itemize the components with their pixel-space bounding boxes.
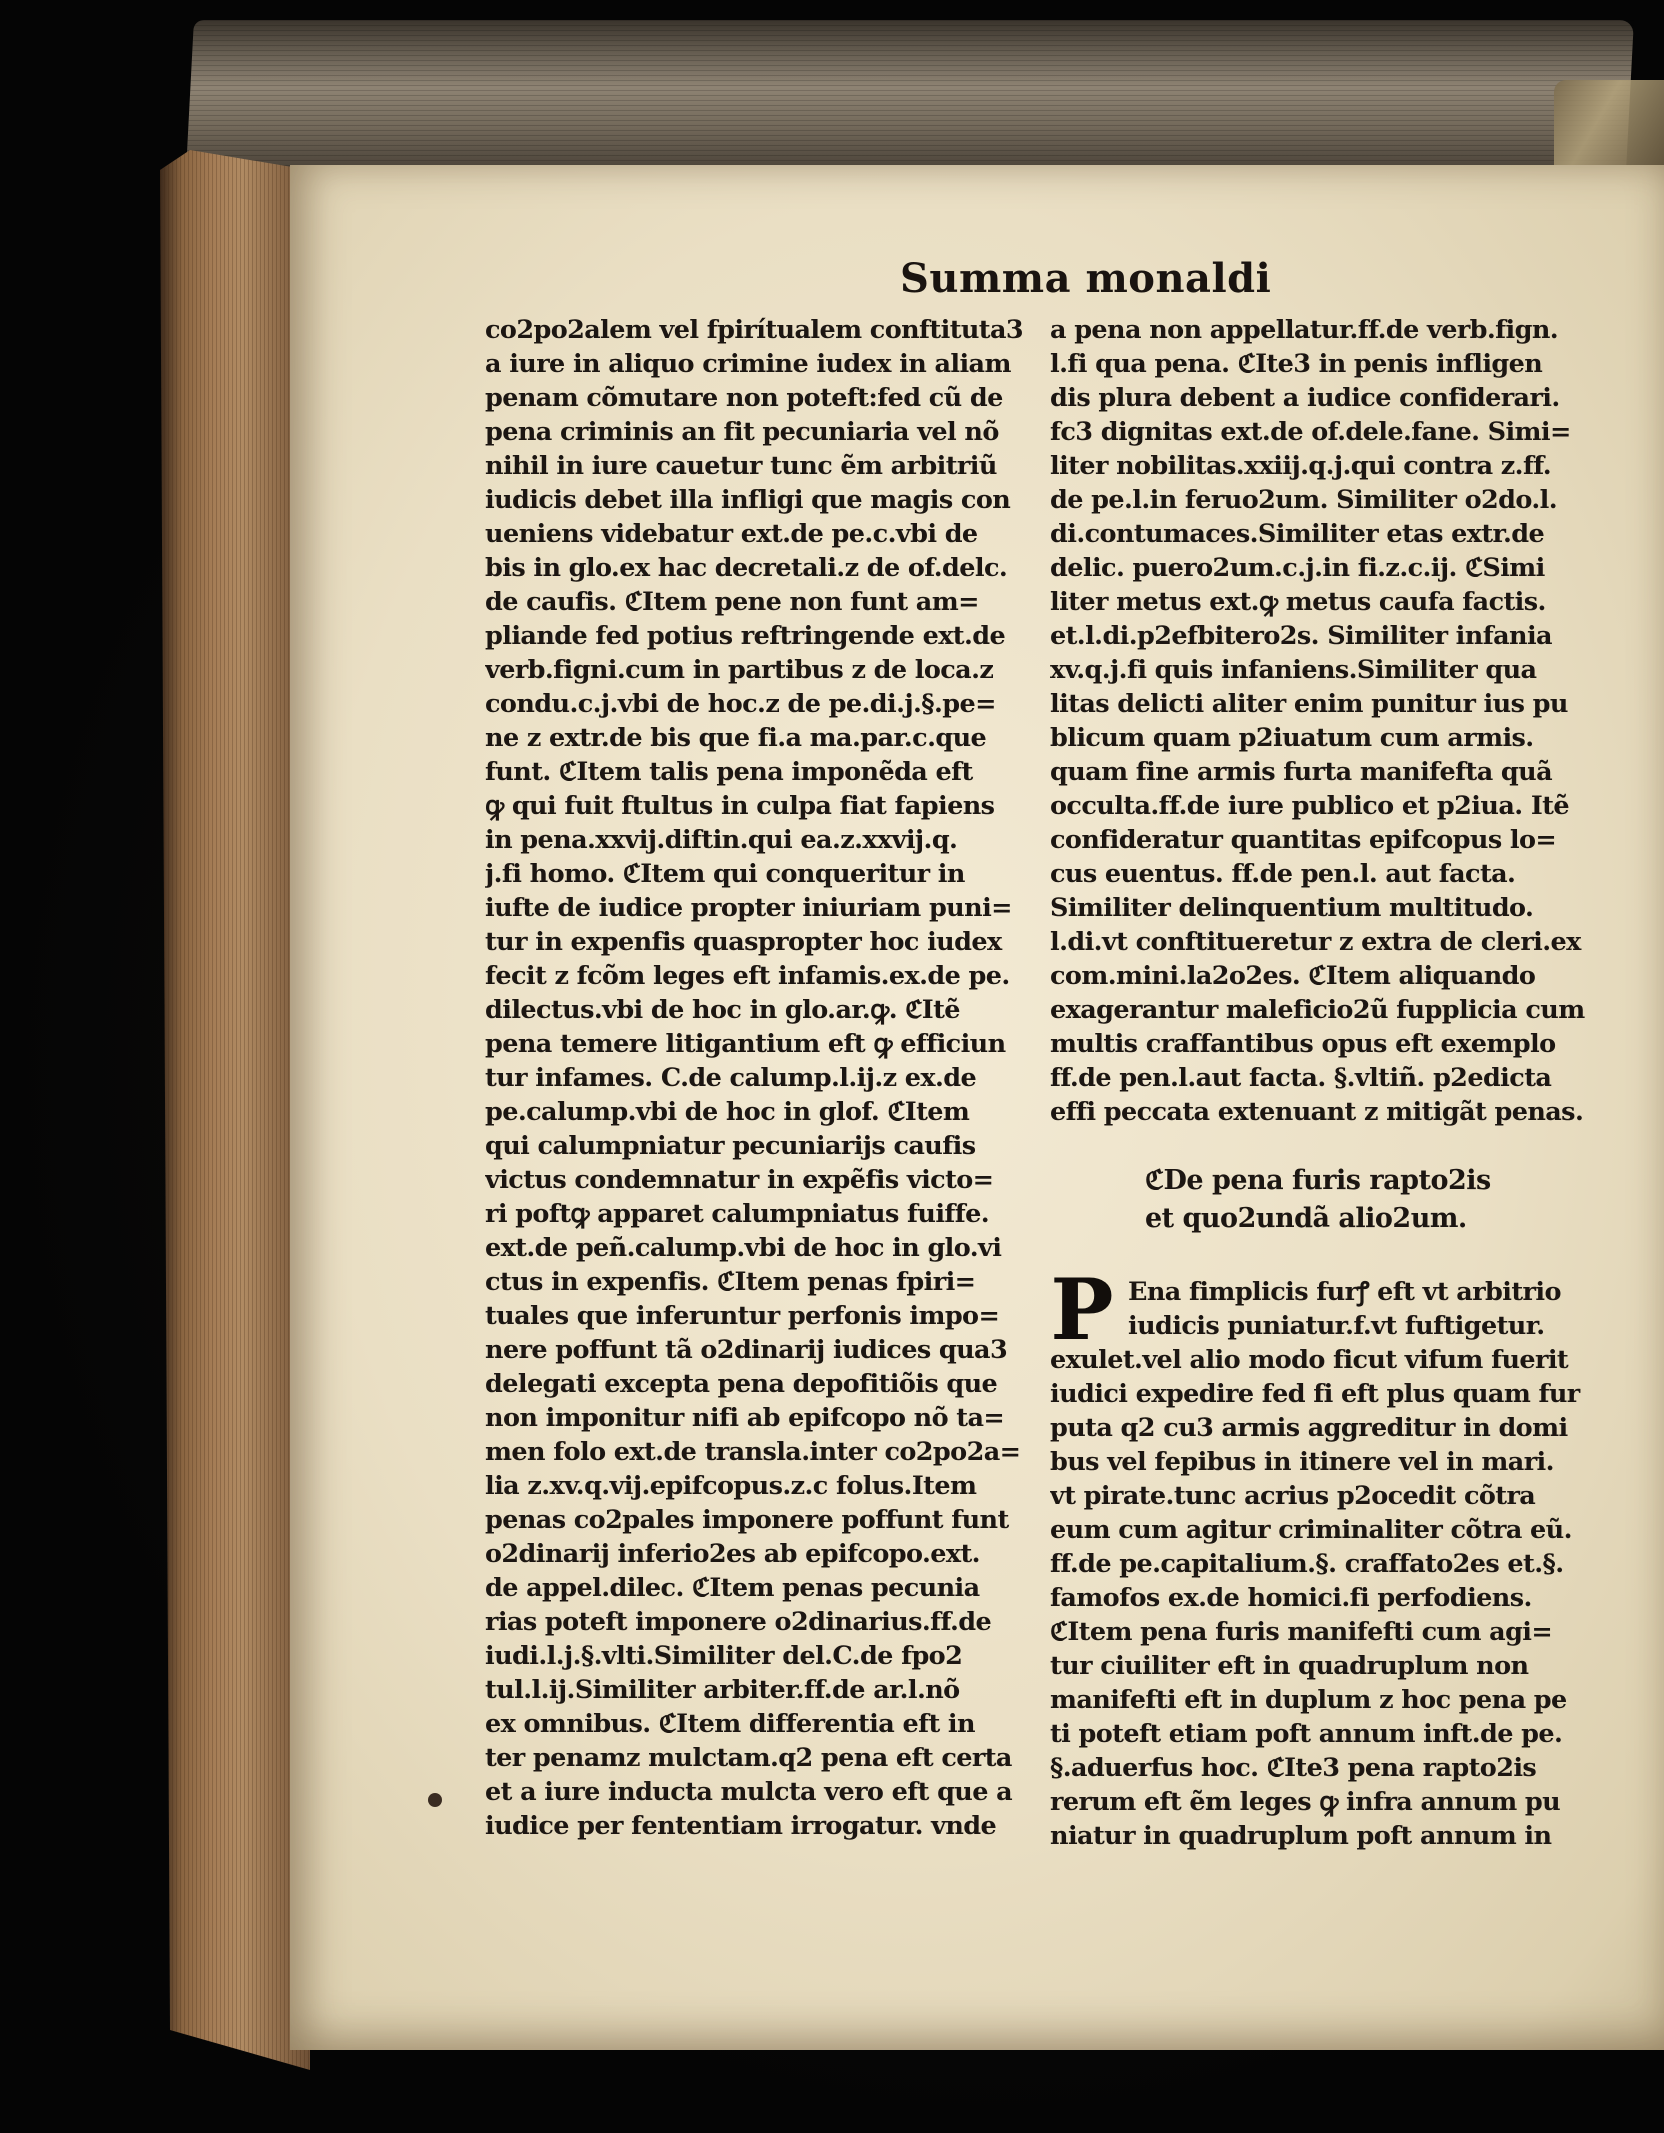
text-line: exagerantur maleficio2ũ fupplicia cum: [1050, 995, 1585, 1025]
right-column-bottom: [1050, 1275, 1610, 1853]
text-line: men folo ext.de transla.inter co2po2a=: [485, 1437, 1021, 1467]
text-line: niatur in quadruplum poft annum in: [1050, 1821, 1552, 1851]
text-line: dis plura debent a iudice confiderari.: [1050, 383, 1560, 413]
text-line: Ena fimplicis furꝭ eft vt arbitrio: [1128, 1277, 1561, 1307]
text-line: liter metus ext.ꝙ metus caufa factis.: [1050, 587, 1546, 617]
text-line: com.mini.la2o2es. ℭItem aliquando: [1050, 961, 1536, 991]
text-line: ter penamz mulctam.q2 pena eft certa: [485, 1743, 1012, 1773]
text-line: tur infames. C.de calump.l.ij.z ex.de: [485, 1063, 977, 1093]
text-line: §.aduerfus hoc. ℭIte3 pena rapto2is: [1050, 1753, 1537, 1783]
text-line: fecit z fcõm leges eft infamis.ex.de pe.: [485, 961, 1010, 991]
left-column: [485, 313, 1025, 1843]
section-rubric: [1145, 1165, 1491, 1241]
text-line: verb.figni.cum in partibus z de loca.z: [485, 655, 994, 685]
text-line: vt pirate.tunc acrius p2ocedit cõtra: [1050, 1481, 1536, 1511]
text-line: lia z.xv.q.vij.epifcopus.z.c folus.Item: [485, 1471, 977, 1501]
book-top-edge: [186, 20, 1634, 170]
text-line: manifefti eft in duplum z hoc pena pe: [1050, 1685, 1567, 1715]
text-line: iudi.l.j.§.vlti.Similiter del.C.de fpo2: [485, 1641, 963, 1671]
text-line: non imponitur nifi ab epifcopo nõ ta=: [485, 1403, 1005, 1433]
text-line: ex omnibus. ℭItem differentia eft in: [485, 1709, 975, 1739]
text-line: tur ciuiliter eft in quadruplum non: [1050, 1651, 1529, 1681]
text-line: et quo2undã alio2um.: [1145, 1203, 1467, 1234]
text-line: ff.de pe.capitalium.§. craffato2es et.§.: [1050, 1549, 1564, 1579]
book-page: [290, 165, 1664, 2050]
text-line: tuales que inferuntur perfonis impo=: [485, 1301, 1000, 1331]
text-line: qui calumpniatur pecuniarijs caufis: [485, 1131, 976, 1161]
text-line: iudici expedire fed fi eft plus quam fur: [1050, 1379, 1580, 1409]
text-line: a pena non appellatur.ff.de verb.fign.: [1050, 315, 1559, 345]
text-line: pliande fed potius reftringende ext.de: [485, 621, 1006, 651]
text-line: ꝙ qui fuit ftultus in culpa fiat fapiens: [485, 791, 995, 821]
text-line: de appel.dilec. ℭItem penas pecunia: [485, 1573, 980, 1603]
text-line: di.contumaces.Similiter etas extr.de: [1050, 519, 1545, 549]
text-line: pena criminis an fit pecuniaria vel nõ: [485, 417, 999, 447]
text-line: de caufis. ℭItem pene non funt am=: [485, 587, 979, 617]
text-line: et a iure inducta mulcta vero eft que a: [485, 1777, 1013, 1807]
text-line: blicum quam p2iuatum cum armis.: [1050, 723, 1534, 753]
text-line: ne z extr.de bis que fi.a ma.par.c.que: [485, 723, 987, 753]
text-line: multis craffantibus opus eft exemplo: [1050, 1029, 1556, 1059]
running-head: Summa monaldi: [900, 255, 1272, 302]
text-line: pe.calump.vbi de hoc in glof. ℭItem: [485, 1097, 970, 1127]
text-line: tul.l.ij.Similiter arbiter.ff.de ar.l.nõ: [485, 1675, 960, 1705]
text-line: pena temere litigantium eft ꝙ efficiun: [485, 1029, 1006, 1059]
text-line: ctus in expenfis. ℭItem penas fpiri=: [485, 1267, 976, 1297]
text-line: co2po2alem vel fpirítualem conftituta3: [485, 315, 1024, 345]
text-line: famofos ex.de homici.fi perfodiens.: [1050, 1583, 1532, 1613]
text-line: fc3 dignitas ext.de of.dele.fane. Simi=: [1050, 417, 1571, 447]
text-line: o2dinarij inferio2es ab epifcopo.ext.: [485, 1539, 980, 1569]
text-line: Similiter delinquentium multitudo.: [1050, 893, 1534, 923]
text-line: liter nobilitas.xxiij.q.j.qui contra z.ff.: [1050, 451, 1552, 481]
text-line: funt. ℭItem talis pena imponẽda eft: [485, 757, 973, 787]
text-line: in pena.xxvij.diftin.qui ea.z.xxvij.q.: [485, 825, 958, 855]
text-line: effi peccata extenuant z mitigãt penas.: [1050, 1097, 1584, 1127]
text-line: confideratur quantitas epifcopus lo=: [1050, 825, 1557, 855]
text-line: eum cum agitur criminaliter cõtra eũ.: [1050, 1515, 1572, 1545]
text-line: penam cõmutare non poteft:fed cũ de: [485, 383, 1003, 413]
text-line: exulet.vel alio modo ficut vifum fuerit: [1050, 1345, 1569, 1375]
text-line: nihil in iure cauetur tunc ẽm arbitriũ: [485, 451, 997, 481]
text-line: quam fine armis furta manifefta quã: [1050, 757, 1552, 787]
text-line: et.l.di.p2efbitero2s. Similiter infania: [1050, 621, 1552, 651]
text-line: ℭDe pena furis rapto2is: [1145, 1165, 1491, 1196]
text-line: delic. puero2um.c.j.in fi.z.c.ij. ℭSimi: [1050, 553, 1545, 583]
text-line: bis in glo.ex hac decretali.z de of.delc.: [485, 553, 1008, 583]
text-line: occulta.ff.de iure publico et p2iua. Itẽ: [1050, 791, 1569, 821]
text-line: l.di.vt conftitueretur z extra de cleri.ex: [1050, 927, 1581, 957]
text-line: ℭItem pena furis manifefti cum agi=: [1050, 1617, 1553, 1647]
text-line: iudice per fententiam irrogatur. vnde: [485, 1811, 997, 1841]
text-line: nere poffunt tã o2dinarij iudices qua3: [485, 1335, 1008, 1365]
text-line: j.fi homo. ℭItem qui conqueritur in: [485, 859, 965, 889]
text-line: ext.de peñ.calump.vbi de hoc in glo.vi: [485, 1233, 1002, 1263]
text-line: ff.de pen.l.aut facta. §.vltiñ. p2edicta: [1050, 1063, 1552, 1093]
text-line: iudicis debet illa infligi que magis con: [485, 485, 1011, 515]
text-line: tur in expenfis quaspropter hoc iudex: [485, 927, 1002, 957]
text-line: de pe.l.in feruo2um. Similiter o2do.l.: [1050, 485, 1557, 515]
text-line: a iure in aliquo crimine iudex in aliam: [485, 349, 1011, 379]
initial-letter: P: [1050, 1260, 1114, 1359]
book-fore-edge: [160, 150, 310, 2070]
text-line: rias poteft imponere o2dinarius.ff.de: [485, 1607, 992, 1637]
text-line: litas delicti aliter enim punitur ius pu: [1050, 689, 1568, 719]
text-line: dilectus.vbi de hoc in glo.ar.ꝙ. ℭItẽ: [485, 995, 960, 1025]
text-line: iudicis puniatur.f.vt fuftigetur.: [1128, 1311, 1545, 1341]
text-line: bus vel fepibus in itinere vel in mari.: [1050, 1447, 1554, 1477]
text-line: penas co2pales imponere poffunt funt: [485, 1505, 1009, 1535]
text-line: delegati excepta pena depofitiõis que: [485, 1369, 998, 1399]
text-line: ri poftꝙ apparet calumpniatus fuiffe.: [485, 1199, 990, 1229]
text-line: condu.c.j.vbi de hoc.z de pe.di.j.§.pe=: [485, 689, 996, 719]
text-line: l.fi qua pena. ℭIte3 in penis infligen: [1050, 349, 1543, 379]
text-line: rerum eft ẽm leges ꝙ infra annum pu: [1050, 1787, 1561, 1817]
text-line: iufte de iudice propter iniuriam puni=: [485, 893, 1012, 923]
text-line: victus condemnatur in expẽfis victo=: [485, 1165, 994, 1195]
right-column-top: [1050, 313, 1610, 1129]
text-line: xv.q.j.fi quis infaniens.Similiter qua: [1050, 655, 1537, 685]
text-line: cus euentus. ff.de pen.l. aut facta.: [1050, 859, 1516, 889]
text-line: puta q2 cu3 armis aggreditur in domi: [1050, 1413, 1568, 1443]
text-line: ti poteft etiam poft annum inft.de pe.: [1050, 1719, 1563, 1749]
ink-dot-mark: [428, 1793, 442, 1807]
text-line: ueniens videbatur ext.de pe.c.vbi de: [485, 519, 978, 549]
